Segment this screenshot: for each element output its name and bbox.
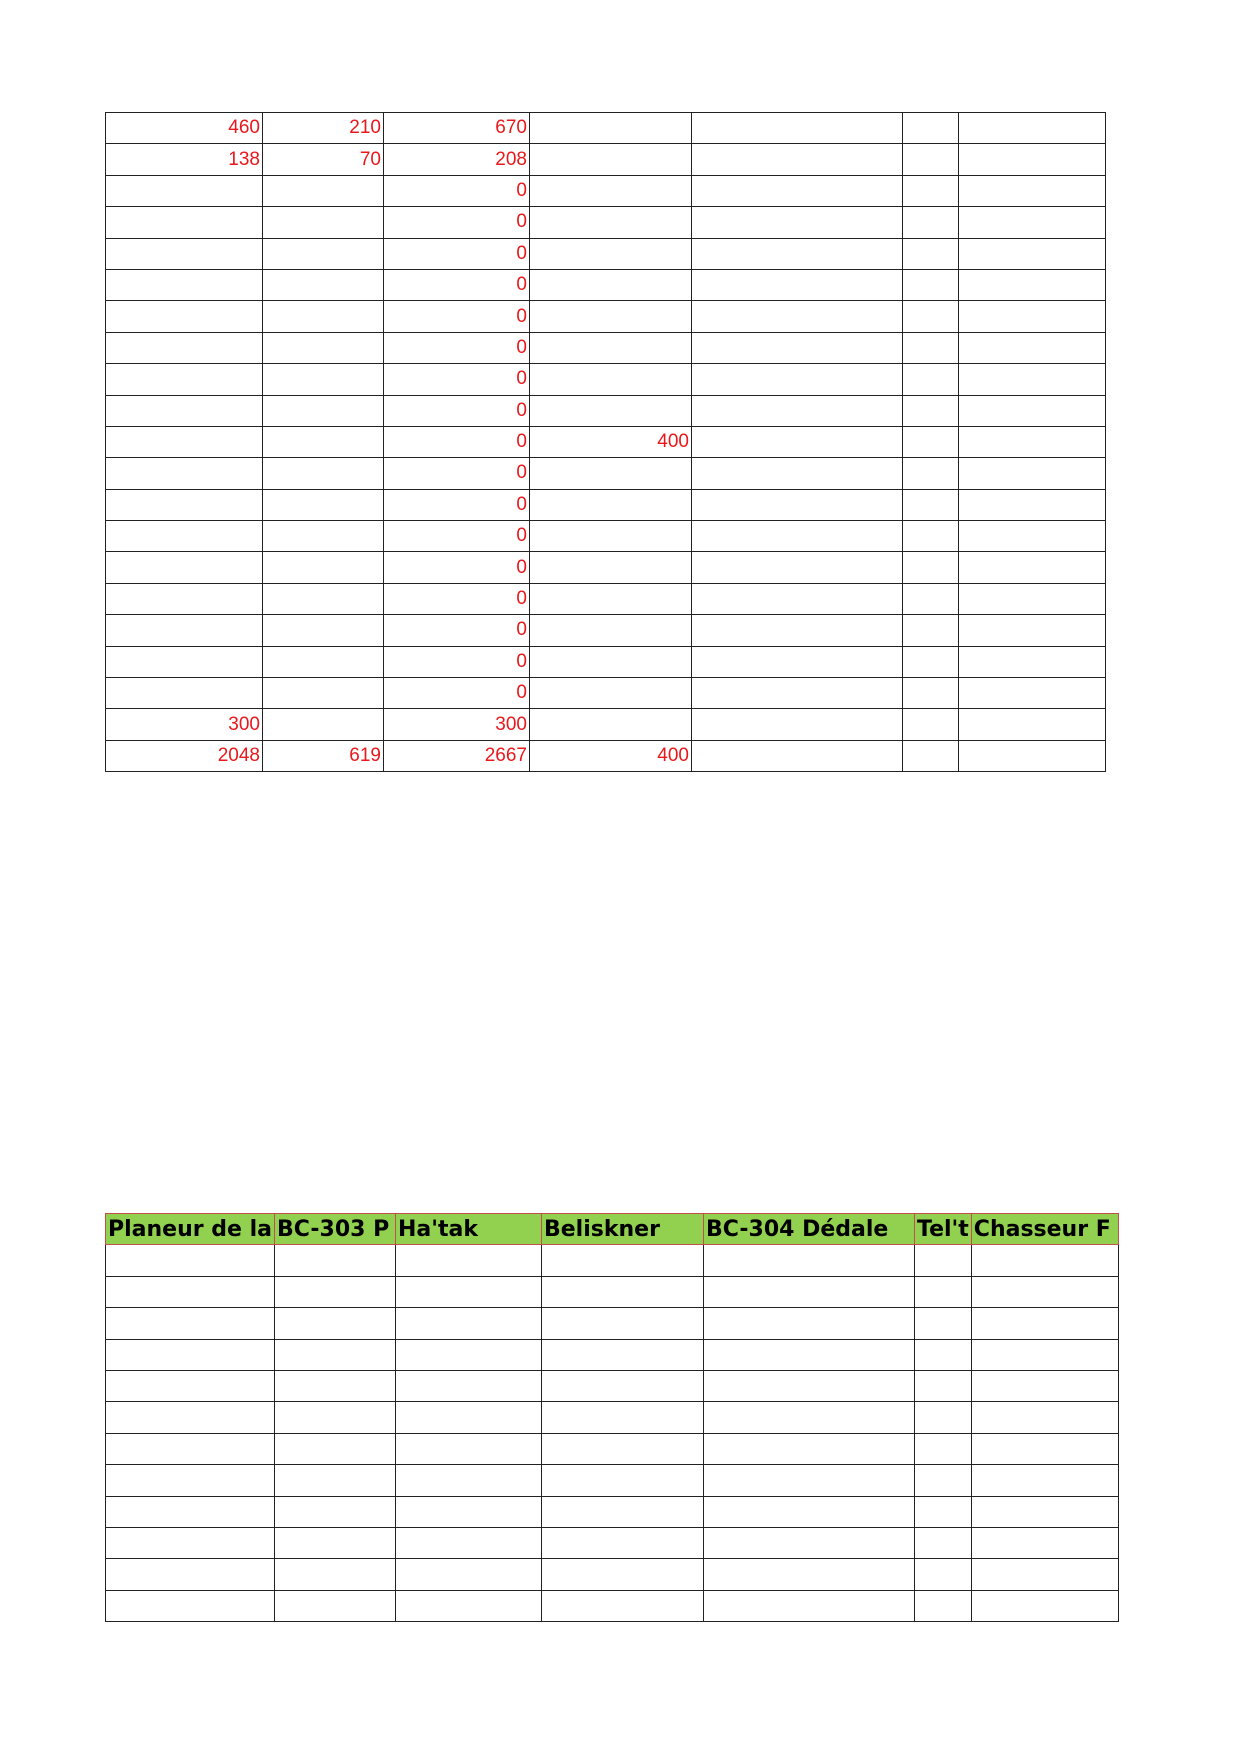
table-cell[interactable]: [530, 458, 692, 489]
table-cell[interactable]: [903, 678, 959, 709]
table-cell[interactable]: [541, 1559, 703, 1590]
table-cell[interactable]: [914, 1559, 971, 1590]
table-cell[interactable]: [903, 113, 959, 144]
table-row: [106, 709, 1106, 740]
table-cell[interactable]: [903, 552, 959, 583]
table-cell[interactable]: [959, 238, 1106, 269]
table-row: [106, 646, 1106, 677]
table-cell[interactable]: [692, 646, 903, 677]
table-cell[interactable]: [692, 332, 903, 363]
table-cell[interactable]: [971, 1308, 1118, 1339]
table-cell[interactable]: [395, 1590, 541, 1621]
table-cell[interactable]: [395, 1527, 541, 1558]
table-row: [106, 238, 1106, 269]
table-cell[interactable]: 0: [384, 175, 530, 206]
table-cell[interactable]: [274, 1559, 395, 1590]
table-cell[interactable]: [274, 1245, 395, 1276]
table-cell[interactable]: [703, 1308, 914, 1339]
table-cell[interactable]: [959, 489, 1106, 520]
table-cell[interactable]: 208: [384, 144, 530, 175]
table-cell[interactable]: [263, 489, 384, 520]
table-cell[interactable]: [263, 207, 384, 238]
table-cell[interactable]: [106, 1496, 275, 1527]
table-cell[interactable]: [692, 144, 903, 175]
table-cell[interactable]: [274, 1276, 395, 1307]
table-row: [106, 552, 1106, 583]
table-cell[interactable]: [263, 521, 384, 552]
table-cell[interactable]: [692, 175, 903, 206]
column-header[interactable]: BC-303 P: [274, 1214, 395, 1245]
table-cell[interactable]: [692, 709, 903, 740]
table-cell[interactable]: [530, 301, 692, 332]
table-cell[interactable]: [541, 1527, 703, 1558]
table-cell[interactable]: [703, 1465, 914, 1496]
table-row: [106, 364, 1106, 395]
column-header[interactable]: Chasseur F: [971, 1214, 1118, 1245]
table-cell[interactable]: [959, 709, 1106, 740]
table-cell[interactable]: [971, 1370, 1118, 1401]
table-cell[interactable]: [263, 426, 384, 457]
table-cell[interactable]: [703, 1559, 914, 1590]
data-table-bottom: [105, 1213, 1119, 1622]
table-cell[interactable]: [106, 1245, 275, 1276]
table-cell[interactable]: [106, 583, 263, 614]
table-cell[interactable]: [703, 1496, 914, 1527]
table-cell[interactable]: [703, 1590, 914, 1621]
table-row: [106, 175, 1106, 206]
table-cell[interactable]: 138: [106, 144, 263, 175]
table-cell[interactable]: 210: [263, 113, 384, 144]
table-cell[interactable]: [903, 615, 959, 646]
table-cell[interactable]: [971, 1433, 1118, 1464]
table-cell[interactable]: [106, 364, 263, 395]
table-cell[interactable]: [959, 521, 1106, 552]
table-cell[interactable]: [541, 1465, 703, 1496]
table-cell[interactable]: [263, 678, 384, 709]
table-cell[interactable]: [903, 646, 959, 677]
table-cell[interactable]: [274, 1465, 395, 1496]
table-cell[interactable]: [541, 1496, 703, 1527]
table-cell[interactable]: [692, 458, 903, 489]
table-cell[interactable]: 2048: [106, 740, 263, 771]
table-cell[interactable]: [914, 1370, 971, 1401]
column-header[interactable]: Planeur de la: [106, 1214, 275, 1245]
table-cell[interactable]: 0: [384, 646, 530, 677]
data-table-bottom-body: [106, 1214, 1119, 1622]
table-cell[interactable]: [395, 1245, 541, 1276]
table-cell[interactable]: [692, 678, 903, 709]
table-row: [106, 207, 1106, 238]
table-cell[interactable]: [274, 1590, 395, 1621]
table-cell[interactable]: [106, 332, 263, 363]
table-cell[interactable]: [530, 583, 692, 614]
table-row: [106, 332, 1106, 363]
table-cell[interactable]: [692, 740, 903, 771]
table-cell[interactable]: 0: [384, 583, 530, 614]
table-cell[interactable]: 0: [384, 521, 530, 552]
table-cell[interactable]: [263, 458, 384, 489]
table-row: [106, 1402, 1119, 1433]
table-row: [106, 269, 1106, 300]
table-cell[interactable]: 670: [384, 113, 530, 144]
table-row: [106, 521, 1106, 552]
column-header[interactable]: Beliskner: [541, 1214, 703, 1245]
table-cell[interactable]: [106, 615, 263, 646]
table-cell[interactable]: [274, 1339, 395, 1370]
table-cell[interactable]: [106, 1590, 275, 1621]
table-cell[interactable]: [395, 1559, 541, 1590]
table-cell[interactable]: 70: [263, 144, 384, 175]
table-cell[interactable]: [692, 364, 903, 395]
table-cell[interactable]: [692, 583, 903, 614]
table-row: [106, 1559, 1119, 1590]
table-cell[interactable]: [903, 395, 959, 426]
table-cell[interactable]: [395, 1308, 541, 1339]
table-cell[interactable]: [971, 1496, 1118, 1527]
table-cell[interactable]: [530, 552, 692, 583]
table-cell[interactable]: [971, 1245, 1118, 1276]
table-cell[interactable]: [106, 238, 263, 269]
table-cell[interactable]: [530, 238, 692, 269]
table-row: [106, 1433, 1119, 1464]
table-cell[interactable]: [703, 1245, 914, 1276]
table-cell[interactable]: [903, 144, 959, 175]
table-cell[interactable]: [703, 1339, 914, 1370]
table-cell[interactable]: [395, 1465, 541, 1496]
table-cell[interactable]: [530, 207, 692, 238]
table-row: [106, 1527, 1119, 1558]
table-row: [106, 1465, 1119, 1496]
table-cell[interactable]: [903, 426, 959, 457]
table-cell[interactable]: [530, 175, 692, 206]
table-cell[interactable]: [106, 678, 263, 709]
table-cell[interactable]: [914, 1527, 971, 1558]
table-cell[interactable]: [959, 426, 1106, 457]
table-cell[interactable]: [106, 395, 263, 426]
table-cell[interactable]: [914, 1433, 971, 1464]
table-cell[interactable]: 0: [384, 332, 530, 363]
data-table-top: [105, 112, 1106, 772]
table-row: [106, 395, 1106, 426]
table-cell[interactable]: [903, 583, 959, 614]
table-cell[interactable]: [903, 458, 959, 489]
table-cell[interactable]: [703, 1276, 914, 1307]
table-row: [106, 740, 1106, 771]
table-row: [106, 583, 1106, 614]
table-row: [106, 1339, 1119, 1370]
table-cell[interactable]: [263, 615, 384, 646]
table-cell[interactable]: [914, 1308, 971, 1339]
table-cell[interactable]: [274, 1402, 395, 1433]
table-cell[interactable]: 2667: [384, 740, 530, 771]
table-cell[interactable]: [959, 269, 1106, 300]
table-cell[interactable]: [263, 709, 384, 740]
table-cell[interactable]: [692, 552, 903, 583]
table-row: [106, 1590, 1119, 1621]
table-row: [106, 458, 1106, 489]
table-cell[interactable]: [971, 1465, 1118, 1496]
table-cell[interactable]: [263, 175, 384, 206]
table-row: [106, 489, 1106, 520]
table-cell[interactable]: [959, 175, 1106, 206]
table-cell[interactable]: [959, 678, 1106, 709]
table-cell[interactable]: 0: [384, 552, 530, 583]
table-row: [106, 1308, 1119, 1339]
table-cell[interactable]: [395, 1276, 541, 1307]
table-cell[interactable]: [530, 269, 692, 300]
table-cell[interactable]: [903, 364, 959, 395]
table-cell[interactable]: [530, 489, 692, 520]
table-cell[interactable]: [530, 113, 692, 144]
table-cell[interactable]: [106, 175, 263, 206]
table-cell[interactable]: [541, 1339, 703, 1370]
table-cell[interactable]: [903, 238, 959, 269]
column-header[interactable]: BC-304 Dédale: [703, 1214, 914, 1245]
table-row: [106, 678, 1106, 709]
table-cell[interactable]: [263, 552, 384, 583]
table-cell[interactable]: [530, 521, 692, 552]
table-cell[interactable]: [971, 1527, 1118, 1558]
table-cell[interactable]: [903, 332, 959, 363]
table-row: [106, 1245, 1119, 1276]
table-cell[interactable]: [263, 395, 384, 426]
table-cell[interactable]: [692, 489, 903, 520]
table-cell[interactable]: [530, 364, 692, 395]
table-cell[interactable]: 400: [530, 426, 692, 457]
table-cell[interactable]: [106, 1339, 275, 1370]
table-cell[interactable]: [914, 1590, 971, 1621]
table-cell[interactable]: [106, 301, 263, 332]
table-cell[interactable]: [106, 207, 263, 238]
table-cell[interactable]: 0: [384, 615, 530, 646]
table-cell[interactable]: 300: [106, 709, 263, 740]
table-cell[interactable]: [959, 615, 1106, 646]
table-cell[interactable]: [903, 301, 959, 332]
table-cell[interactable]: [530, 646, 692, 677]
table-cell[interactable]: [106, 1370, 275, 1401]
table-cell[interactable]: [263, 583, 384, 614]
table-cell[interactable]: [263, 238, 384, 269]
table-cell[interactable]: [106, 458, 263, 489]
table-cell[interactable]: [959, 364, 1106, 395]
table-cell[interactable]: 0: [384, 426, 530, 457]
table-cell[interactable]: [106, 426, 263, 457]
table-cell[interactable]: 0: [384, 207, 530, 238]
table-cell[interactable]: [106, 552, 263, 583]
table-row: [106, 1370, 1119, 1401]
table-cell[interactable]: [914, 1402, 971, 1433]
table-cell[interactable]: [106, 269, 263, 300]
table-cell[interactable]: [530, 332, 692, 363]
table-cell[interactable]: [274, 1370, 395, 1401]
table-cell[interactable]: [106, 1559, 275, 1590]
table-cell[interactable]: [959, 583, 1106, 614]
table-cell[interactable]: [106, 521, 263, 552]
table-cell[interactable]: [395, 1339, 541, 1370]
table-cell[interactable]: [395, 1402, 541, 1433]
table-cell[interactable]: [914, 1245, 971, 1276]
table-cell[interactable]: [703, 1527, 914, 1558]
table-cell[interactable]: [106, 1465, 275, 1496]
table-cell[interactable]: [703, 1370, 914, 1401]
table-row: [106, 1276, 1119, 1307]
table-cell[interactable]: [106, 646, 263, 677]
column-header[interactable]: Tel't: [914, 1214, 971, 1245]
table-cell[interactable]: [959, 113, 1106, 144]
table-cell[interactable]: [541, 1402, 703, 1433]
header-row: [106, 1214, 1119, 1245]
table-cell[interactable]: [541, 1308, 703, 1339]
table-cell[interactable]: [541, 1245, 703, 1276]
table-cell[interactable]: [692, 207, 903, 238]
table-cell[interactable]: [263, 364, 384, 395]
table-cell[interactable]: [692, 238, 903, 269]
table-cell[interactable]: [106, 1276, 275, 1307]
table-cell[interactable]: [903, 175, 959, 206]
table-cell[interactable]: 0: [384, 489, 530, 520]
table-cell[interactable]: 0: [384, 238, 530, 269]
table-cell[interactable]: [971, 1590, 1118, 1621]
table-cell[interactable]: [703, 1402, 914, 1433]
table-cell[interactable]: [274, 1308, 395, 1339]
table-cell[interactable]: [903, 521, 959, 552]
table-cell[interactable]: [530, 678, 692, 709]
table-row: [106, 615, 1106, 646]
table-cell[interactable]: 0: [384, 301, 530, 332]
table-cell[interactable]: [692, 395, 903, 426]
table-cell[interactable]: [106, 1402, 275, 1433]
table-row: [106, 1496, 1119, 1527]
table-cell[interactable]: [541, 1370, 703, 1401]
column-header[interactable]: Ha'tak: [395, 1214, 541, 1245]
table-cell[interactable]: [959, 395, 1106, 426]
table-cell[interactable]: [530, 144, 692, 175]
table-cell[interactable]: [530, 615, 692, 646]
table-cell[interactable]: [395, 1496, 541, 1527]
table-cell[interactable]: [692, 426, 903, 457]
table-cell[interactable]: [692, 269, 903, 300]
table-cell[interactable]: 0: [384, 269, 530, 300]
table-cell[interactable]: [959, 332, 1106, 363]
data-table-top-body: [106, 113, 1106, 772]
table-cell[interactable]: [263, 269, 384, 300]
table-cell[interactable]: 0: [384, 395, 530, 426]
table-cell[interactable]: [106, 1308, 275, 1339]
table-cell[interactable]: [106, 1527, 275, 1558]
table-cell[interactable]: [903, 269, 959, 300]
table-cell[interactable]: [395, 1370, 541, 1401]
table-cell[interactable]: [395, 1433, 541, 1464]
table-cell[interactable]: [263, 301, 384, 332]
table-cell[interactable]: [106, 489, 263, 520]
table-cell[interactable]: [971, 1339, 1118, 1370]
table-cell[interactable]: [692, 521, 903, 552]
table-cell[interactable]: [914, 1339, 971, 1370]
table-cell[interactable]: [959, 301, 1106, 332]
table-cell[interactable]: 0: [384, 678, 530, 709]
table-cell[interactable]: [914, 1465, 971, 1496]
table-cell[interactable]: [692, 113, 903, 144]
table-cell[interactable]: 0: [384, 364, 530, 395]
table-cell[interactable]: [903, 489, 959, 520]
table-cell[interactable]: [903, 207, 959, 238]
table-cell[interactable]: [274, 1496, 395, 1527]
table-cell[interactable]: [692, 301, 903, 332]
table-cell[interactable]: [541, 1433, 703, 1464]
table-row: [106, 144, 1106, 175]
table-cell[interactable]: [274, 1527, 395, 1558]
table-cell[interactable]: [263, 646, 384, 677]
table-cell[interactable]: [903, 709, 959, 740]
table-cell[interactable]: 460: [106, 113, 263, 144]
table-row: [106, 113, 1106, 144]
table-cell[interactable]: [703, 1433, 914, 1464]
table-cell[interactable]: [959, 552, 1106, 583]
table-cell[interactable]: 0: [384, 458, 530, 489]
table-cell[interactable]: [959, 207, 1106, 238]
table-cell[interactable]: [692, 615, 903, 646]
table-cell[interactable]: [959, 458, 1106, 489]
table-row: [106, 426, 1106, 457]
table-cell[interactable]: [530, 709, 692, 740]
table-cell[interactable]: [959, 144, 1106, 175]
table-cell[interactable]: [263, 332, 384, 363]
table-cell[interactable]: [541, 1590, 703, 1621]
table-cell[interactable]: [971, 1559, 1118, 1590]
table-row: [106, 301, 1106, 332]
table-cell[interactable]: [971, 1402, 1118, 1433]
table-cell[interactable]: [274, 1433, 395, 1464]
table-cell[interactable]: [903, 740, 959, 771]
table-cell[interactable]: 619: [263, 740, 384, 771]
table-cell[interactable]: [971, 1276, 1118, 1307]
table-cell[interactable]: [959, 646, 1106, 677]
table-cell[interactable]: 400: [530, 740, 692, 771]
table-cell[interactable]: [914, 1276, 971, 1307]
table-cell[interactable]: [106, 1433, 275, 1464]
table-cell[interactable]: 300: [384, 709, 530, 740]
table-cell[interactable]: [959, 740, 1106, 771]
table-cell[interactable]: [530, 395, 692, 426]
table-cell[interactable]: [914, 1496, 971, 1527]
table-cell[interactable]: [541, 1276, 703, 1307]
